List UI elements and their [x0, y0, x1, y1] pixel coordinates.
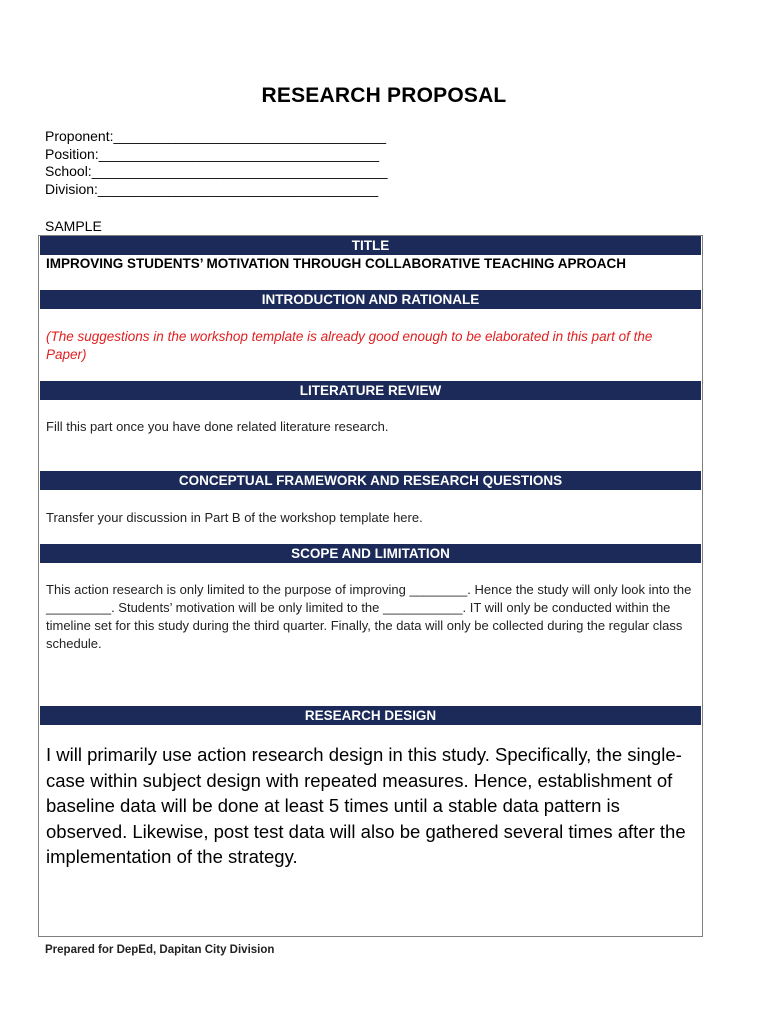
proponent-fields [45, 128, 388, 198]
research-title-text: IMPROVING STUDENTS’ MOTIVATION THROUGH COLLABORATIVE TEACHING APROACH [46, 256, 626, 271]
scope-text: This action research is only limited to the purpose of improving ________. Hence the study will only look into the _________. Students’ motivation will be only limited to the ___________. IT will only be conducted within the timeline set for this study during the third quarter. Finally, the data will only be collected during the regular class schedule. [46, 582, 692, 651]
document-title: RESEARCH PROPOSAL [261, 84, 507, 107]
school-field: School:______________________________________ [45, 163, 388, 179]
design-text: I will primarily use action research design in this study. Specifically, the single-case within subject design with repeated measures. Hence, establishment of baseline data will be done at least 5 times until a stable data pattern is observed. Likewise, post test data will also be gathered several times after the implementation of the strategy. [46, 744, 686, 868]
literature-section-header: LITERATURE REVIEW [40, 381, 701, 400]
title-section-header: TITLE [40, 236, 701, 255]
literature-text: Fill this part once you have done related literature research. [46, 419, 389, 434]
proposal-form [38, 235, 703, 937]
sample-label: SAMPLE [45, 218, 102, 234]
introduction-text: (The suggestions in the workshop template is already good enough to be elaborated in this part of the Paper) [46, 329, 653, 362]
position-field: Position:____________________________________ [45, 145, 379, 162]
introduction-section-header: INTRODUCTION AND RATIONALE [40, 290, 701, 309]
framework-section-header: CONCEPTUAL FRAMEWORK AND RESEARCH QUESTIONS [40, 471, 701, 490]
scope-section-header: SCOPE AND LIMITATION [40, 544, 701, 563]
framework-text: Transfer your discussion in Part B of the workshop template here. [46, 510, 423, 525]
proponent-field: Proponent:___________________________________ [45, 128, 387, 144]
design-section-header: RESEARCH DESIGN [40, 706, 701, 725]
division-field: Division:____________________________________ [45, 180, 379, 197]
footer-text: Prepared for DepEd, Dapitan City Division [45, 944, 275, 956]
